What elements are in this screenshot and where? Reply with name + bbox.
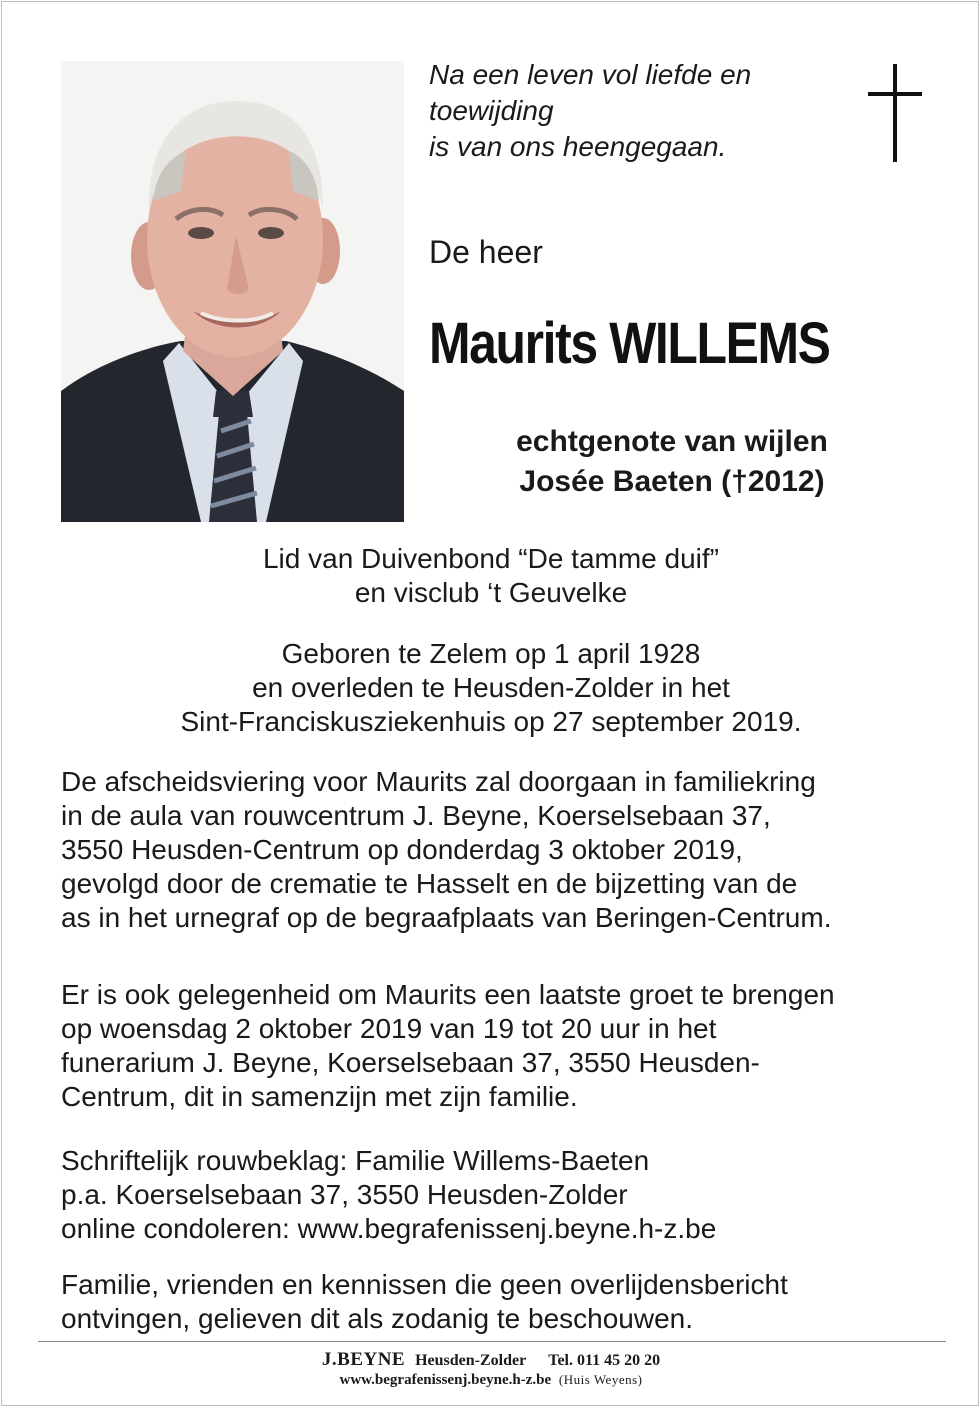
- funeral-home-house: (Huis Weyens): [558, 1372, 643, 1387]
- condolences-line: Schriftelijk rouwbeklag: Familie Willems-Baeten: [61, 1145, 650, 1176]
- membership-line: en visclub ‘t Geuvelke: [354, 577, 628, 608]
- closing-line: Familie, vrienden en kennissen die geen overlijdensbericht: [61, 1269, 788, 1300]
- funeral-home-website: www.begrafenissenj.beyne.h-z.be: [339, 1372, 552, 1388]
- funeral-home-footer: [2, 1350, 980, 1389]
- intro-line: toewijding: [429, 95, 554, 126]
- salutation: De heer: [429, 234, 543, 270]
- condolences-text: [61, 1144, 941, 1246]
- ceremony-text: [61, 765, 941, 935]
- footer-divider: [38, 1341, 946, 1342]
- condolences-line: p.a. Koerselsebaan 37, 3550 Heusden-Zolder: [61, 1179, 628, 1210]
- portrait-photo: [61, 61, 404, 522]
- closing-text: [61, 1268, 941, 1336]
- birth-death-line: Sint-Franciskusziekenhuis op 27 september 2019.: [180, 706, 802, 737]
- intro-text: [429, 57, 849, 165]
- latin-cross-icon: [868, 64, 922, 162]
- funeral-home-logo-text: J.BEYNE: [321, 1349, 406, 1370]
- funeral-home-location: Heusden-Zolder: [415, 1352, 527, 1369]
- visitation-line: funerarium J. Beyne, Koerselsebaan 37, 3550 Heusden-: [61, 1047, 760, 1078]
- deceased-name: Maurits WILLEMS: [429, 311, 830, 376]
- obituary-card: [1, 1, 979, 1406]
- ceremony-line: gevolgd door de crematie te Hasselt en de bijzetting van de: [61, 868, 798, 899]
- condolences-line: online condoleren: www.begrafenissenj.beyne.h-z.be: [61, 1213, 717, 1244]
- birth-death-line: Geboren te Zelem op 1 april 1928: [281, 638, 701, 669]
- birth-death-line: en overleden te Heusden-Zolder in het: [252, 672, 730, 703]
- closing-line: ontvingen, gelieven dit als zodanig te beschouwen.: [61, 1303, 693, 1334]
- intro-line: Na een leven vol liefde en: [429, 59, 752, 90]
- visitation-line: op woensdag 2 oktober 2019 van 19 tot 20 uur in het: [61, 1013, 717, 1044]
- visitation-text: [61, 978, 941, 1114]
- ceremony-line: in de aula van rouwcentrum J. Beyne, Koerselsebaan 37,: [61, 800, 771, 831]
- membership-line: Lid van Duivenbond “De tamme duif”: [262, 543, 719, 574]
- visitation-line: Centrum, dit in samenzijn met zijn familie.: [61, 1081, 578, 1112]
- funeral-home-phone: Tel. 011 45 20 20: [548, 1352, 661, 1369]
- ceremony-line: De afscheidsviering voor Maurits zal doorgaan in familiekring: [61, 766, 816, 797]
- ceremony-line: 3550 Heusden-Centrum op donderdag 3 oktober 2019,: [61, 834, 743, 865]
- ceremony-line: as in het urnegraf op de begraafplaats van Beringen-Centrum.: [61, 902, 832, 933]
- spouse-line: Josée Baeten (†2012): [519, 465, 825, 498]
- visitation-line: Er is ook gelegenheid om Maurits een laatste groet te brengen: [61, 979, 835, 1010]
- intro-line: is van ons heengegaan.: [429, 131, 727, 162]
- spouse-line: echtgenote van wijlen: [516, 425, 828, 458]
- spouse-info: [412, 422, 932, 502]
- birth-death-text: [2, 637, 980, 739]
- membership-text: [2, 542, 980, 610]
